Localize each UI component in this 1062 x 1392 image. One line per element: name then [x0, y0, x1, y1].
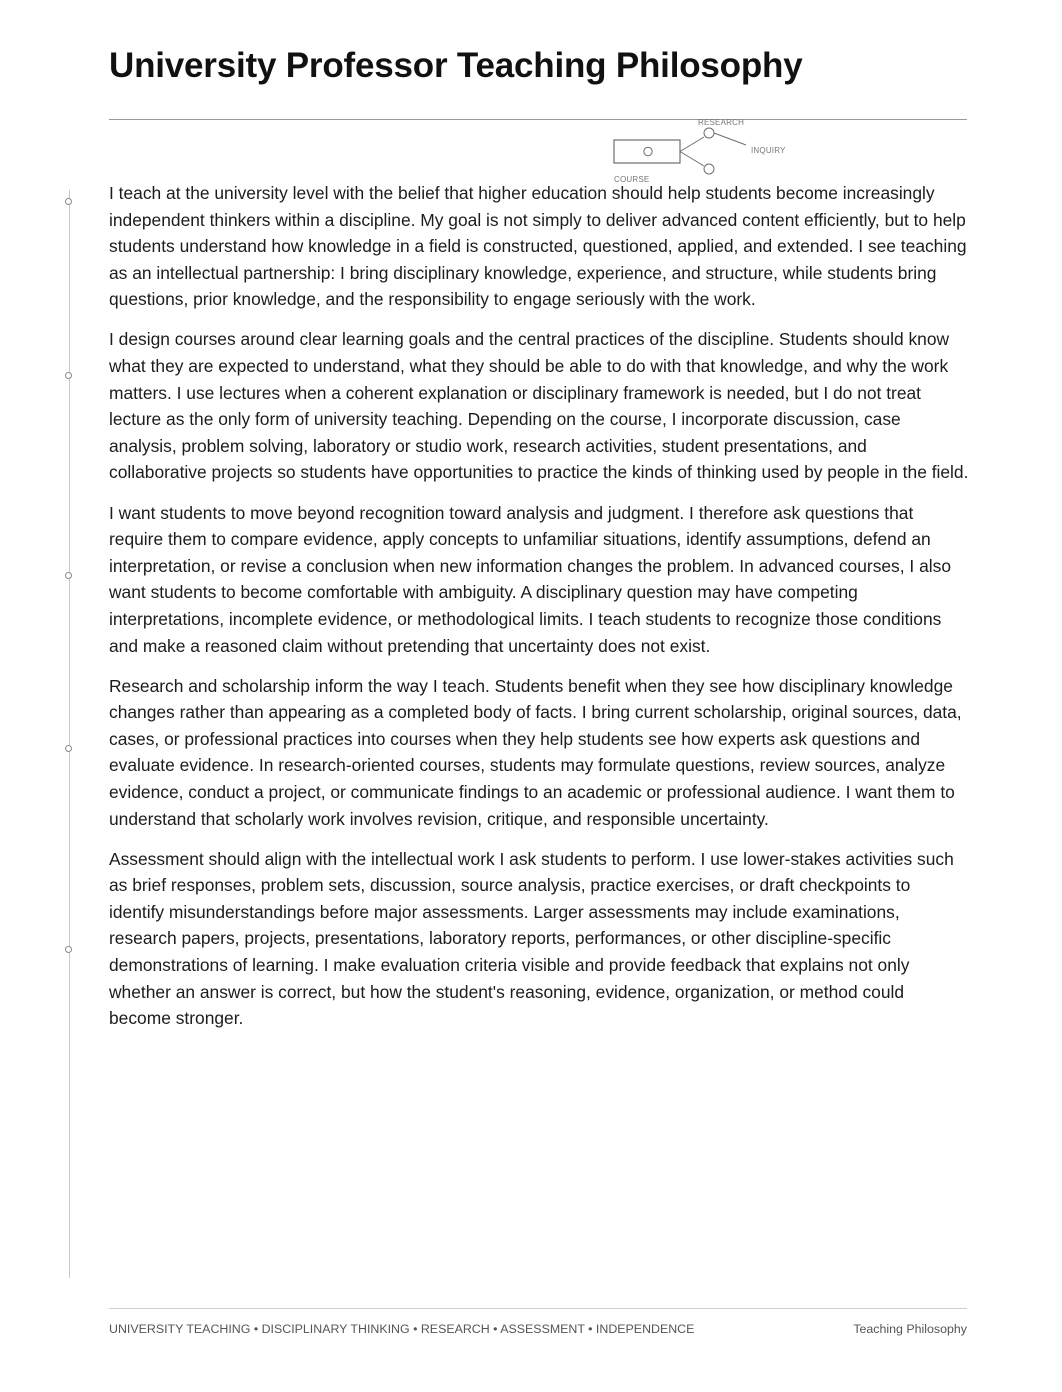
footer-document-label: Teaching Philosophy: [853, 1322, 967, 1336]
lower-node-circle: [704, 164, 714, 174]
timeline-node: [65, 745, 72, 752]
paragraph-assessment: Assessment should align with the intellectual work I ask students to perform. I use lower-stakes activities such as brief responses, problem sets, discussion, source analysis, practice exercises, or draft checkpoints to identify misunderstandings before major assessments. Larger assessments may include examinations, research papers, projects, presentations, laboratory reports, performances, or other discipline-specific demonstrations of learning. I make evaluation criteria visible and provide feedback that explains not only whether an answer is correct, but how the student's reasoning, evidence, organization, or method could become stronger.: [109, 848, 954, 1029]
research-label: RESEARCH: [698, 118, 745, 127]
footer-keywords: UNIVERSITY TEACHING • DISCIPLINARY THINKING • RESEARCH • ASSESSMENT • INDEPENDENCE: [109, 1322, 695, 1336]
branch-to-research: [680, 137, 704, 152]
paragraph-research-scholarship: Research and scholarship inform the way I teach. Students benefit when they see how disciplinary knowledge changes rather than appearing as a completed body of facts. I bring current scholarship, original sources, data, cases, or professional practices into courses when they help students see how experts ask questions and evaluate evidence. In research-oriented courses, students may formulate questions, review sources, analyze evidence, conduct a project, or communicate findings to an academic or professional audience. I want them to understand that scholarly work involves revision, critique, and responsible uncertainty.: [109, 675, 962, 829]
course-research-diagram: [600, 116, 800, 186]
page-title: University Professor Teaching Philosophy: [109, 46, 803, 85]
paragraph-purpose: I teach at the university level with the belief that higher education should help students become increasingly independent thinkers within a discipline. My goal is not simply to deliver advanced content efficiently, but to help students understand how knowledge in a field is constructed, questioned, applied, and extended. I see teaching as an intellectual partnership: I bring disciplinary knowledge, experience, and structure, while students bring questions, prior knowledge, and the responsibility to engage seriously with the work.: [109, 183, 967, 310]
document-body: [109, 180, 969, 1045]
timeline-node: [65, 372, 72, 379]
footer-divider: [109, 1308, 967, 1309]
timeline-node: [65, 572, 72, 579]
title-divider: [109, 119, 967, 120]
course-box: [614, 140, 680, 163]
timeline-node: [65, 946, 72, 953]
paragraph-course-design: I design courses around clear learning goals and the central practices of the discipline. Students should know what they are expected to understand, what they should be able to do with that knowledge, and why the work matters. I use lectures when a coherent explanation or disciplinary framework is needed, but I do not treat lecture as the only form of university teaching. Depending on the course, I incorporate discussion, case analysis, problem solving, laboratory or studio work, research activities, student presentations, and collaborative projects so students have opportunities to practice the kinds of thinking used by people in the field.: [109, 329, 969, 483]
research-node-circle: [704, 128, 714, 138]
paragraph-analysis-judgment: I want students to move beyond recognition toward analysis and judgment. I therefore ask questions that require them to compare evidence, apply concepts to unfamiliar situations, identify assumptions, defend an interpretation, or revise a conclusion when new information changes the problem. In advanced courses, I also want students to become comfortable with ambiguity. A disciplinary question may have competing interpretations, incomplete evidence, or methodological limits. I teach students to recognize those conditions and make a reasoned claim without pretending that uncertainty does not exist.: [109, 502, 951, 656]
course-node-circle: [644, 147, 652, 155]
course-label: COURSE: [614, 175, 650, 184]
branch-to-lower-node: [680, 152, 704, 167]
timeline-node: [65, 198, 72, 205]
inquiry-label: INQUIRY: [751, 146, 786, 155]
branch-to-inquiry: [714, 133, 746, 145]
margin-timeline: [69, 190, 70, 1278]
